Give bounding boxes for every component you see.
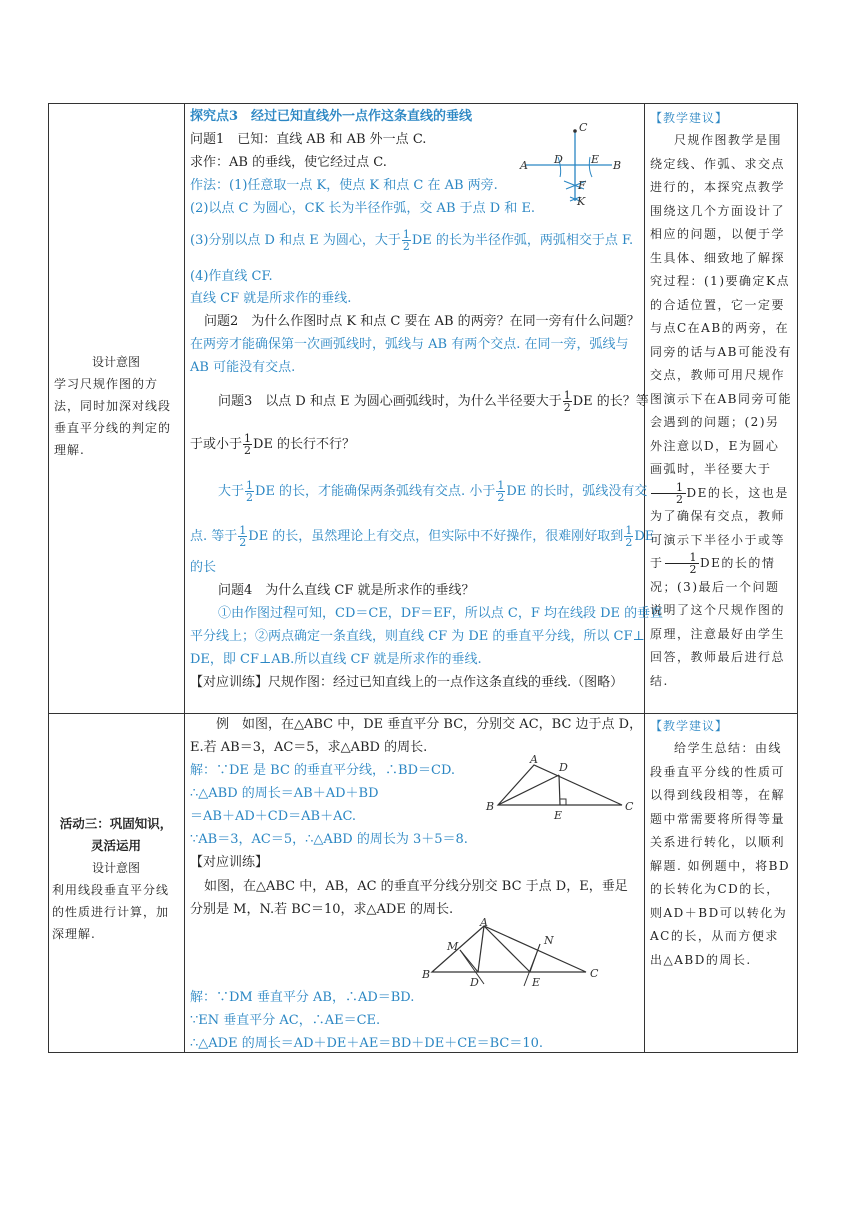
fig3-label-D: D (470, 976, 479, 989)
step4: (4)作直线 CF. (190, 269, 273, 284)
q2-answer2: AB 可能没有交点. (190, 360, 296, 375)
teaching-advice-cell-2 (650, 715, 792, 1051)
design-intent-cell-1 (54, 351, 178, 461)
fraction-half: $\frac{1}{2}$ (625, 524, 633, 549)
a3-line2: 点. 等于 $\frac{1}{2}$ DE 的长，虽然理论上有交点，但实际中不好操作，很难刚好取到 $\frac{1}{2}$ DE (190, 524, 655, 549)
practice-line1: 如图，在△ABC 中，AB，AC 的垂直平分线分别交 BC 于点 D，E，垂足 (204, 879, 628, 894)
lesson-table (48, 103, 798, 1053)
fraction-half: $\frac{1}{2}$ (651, 482, 686, 505)
design-intent-text: 学习尺规作图的方法，同时加深对线段垂直平分线的判定的理解. (54, 377, 172, 457)
solution-line4: ∵AB＝3，AC＝5，∴△ABD 的周长为 3＋5＝8. (190, 832, 468, 847)
table-border-top (48, 103, 798, 104)
solution-line2: ∴△ABD 的周长＝AB＋AD＋BD (190, 786, 379, 801)
advice-text: 尺规作图教学是围绕定线、作弧、求交点进行的，本探究点教学围绕这几个方面设计了相应的问题，以便于学生具体、细致地了解探究过程：(1)要确定K点的合适位置，它一定要与点C在AB的两旁，在同旁的话与AB可能没有交点，教师可用尺规作图演示下在AB同旁可能会遇到的问题；(2)另外注意以D，E为圆心画弧时，半径要大于 $\frac{1}{2}$ DE的长，这也是为了确保有交点，教师可演示下半径小于或等于 $\frac{1}{2}$ DE的长的情况；(3)最后一个问题说明了这个尺规作图的原理，注意最好由学生回答，教师最后进行总结. (650, 133, 792, 688)
q2-answer1: 在两旁才能确保第一次画弧线时，弧线与 AB 有两个交点. 在同一旁，弧线与 (190, 337, 629, 352)
fig3-label-B: B (422, 968, 431, 981)
fig3-label-N: N (544, 934, 554, 947)
activity-title-1: 活动三：巩固知识， (59, 816, 173, 831)
activity-cell (52, 813, 180, 945)
a4-line3: DE，即 CF⊥AB.所以直线 CF 就是所求作的垂线. (190, 652, 482, 667)
table-border-right (797, 103, 798, 1053)
label-D: D (554, 153, 563, 166)
fig3-label-E: E (532, 976, 541, 989)
practice-line2: 分别是 M，N.若 BC＝10，求△ADE 的周长. (190, 902, 454, 917)
advice-text-2: 给学生总结：由线段垂直平分线的性质可以得到线段相等，在解题中常需要将所得等量关系进行转化，以顺利解题. 如例题中，将BD的长转化为CD的长，则AD＋BD可以转化为AC的长，从而方便求出△ABD的周长. (650, 741, 791, 967)
solution-line1: 解：∵DE 是 BC 的垂直平分线，∴BD＝CD. (190, 763, 456, 778)
fraction-half: $\frac{1}{2}$ (239, 524, 247, 549)
q4: 问题4 为什么直线 CF 就是所求作的垂线？ (218, 583, 475, 598)
col-divider-2 (644, 103, 645, 1053)
fig2-label-A: A (530, 753, 538, 766)
fig3-label-C: C (590, 967, 599, 980)
main-content-cell-2 (190, 715, 642, 1051)
q1-line1: 问题1 已知：直线 AB 和 AB 外一点 C. (190, 132, 427, 147)
col-divider-1 (184, 103, 185, 1053)
fig2-label-B: B (486, 800, 495, 813)
design-intent-heading: 设计意图 (91, 355, 140, 369)
label-F: F (578, 179, 586, 192)
practice-solution3: ∴△ADE 的周长＝AD＋DE＋AE＝BD＋DE＋CE＝BC＝10. (190, 1036, 544, 1051)
practice-solution1: 解：∵DM 垂直平分 AB，∴AD＝BD. (190, 990, 415, 1005)
practice-label: 【对应训练】 (190, 855, 269, 870)
fig3-label-A: A (480, 916, 488, 929)
main-content-cell-1 (190, 107, 664, 711)
label-B: B (613, 159, 622, 172)
step3: (3)分别以点 D 和点 E 为圆心，大于 $\frac{1}{2}$ DE 的长为半径作弧，两弧相交于点 F. (190, 228, 634, 253)
practice-1: 【对应训练】尺规作图：经过已知直线上的一点作这条直线的垂线.（图略） (190, 675, 624, 690)
fraction-half: $\frac{1}{2}$ (402, 228, 410, 253)
q2-line1: 问题2 为什么作图时点 K 和点 C 要在 AB 的两旁？在同一旁有什么问题？ (204, 314, 640, 329)
a4-line2: 平分线上；②两点确定一条直线，则直线 CF 为 DE 的垂直平分线，所以 CF⊥ (190, 629, 645, 644)
label-A: A (520, 159, 528, 172)
row-divider (48, 713, 798, 714)
fig2-label-E: E (554, 809, 563, 822)
label-C: C (579, 121, 588, 134)
fig2-label-D: D (559, 761, 568, 774)
step2: (2)以点 C 为圆心，CK 长为半径作弧，交 AB 于点 D 和 E. (190, 201, 536, 216)
table-border-left (48, 103, 49, 1053)
section-title: 探究点3 经过已知直线外一点作这条直线的垂线 (190, 109, 473, 124)
fig3-label-M: M (447, 940, 459, 953)
label-K: K (577, 195, 586, 208)
advice-heading-2: 【教学建议】 (650, 719, 729, 733)
q1-line2: 求作：AB 的垂线，使它经过点 C. (190, 155, 387, 170)
practice-solution2: ∵EN 垂直平分 AC，∴AE＝CE. (190, 1013, 381, 1028)
activity-title-2: 灵活运用 (90, 838, 141, 853)
design-intent-heading-2: 设计意图 (91, 861, 140, 875)
example-figure (482, 753, 642, 833)
fig2-label-C: C (625, 800, 634, 813)
fraction-half: $\frac{1}{2}$ (563, 389, 571, 414)
q3-line2: 于或小于 $\frac{1}{2}$ DE 的长行不行？ (190, 432, 356, 457)
fraction-half: $\frac{1}{2}$ (665, 552, 700, 575)
a4-line1: ①由作图过程可知，CD＝CE，DF＝EF，所以点 C，F 均在线段 DE 的垂直 (218, 606, 664, 621)
advice-heading: 【教学建议】 (650, 111, 729, 125)
teaching-advice-cell-1 (650, 107, 792, 711)
solution-line3: ＝AB＋AD＋CD＝AB＋AC. (190, 809, 357, 824)
a3-line3: 的长 (190, 560, 217, 575)
fraction-half: $\frac{1}{2}$ (497, 479, 505, 504)
construction-figure (520, 117, 620, 207)
design-intent-text-2: 利用线段垂直平分线的性质进行计算，加深理解. (52, 883, 170, 941)
example-line1: 例 如图，在△ABC 中，DE 垂直平分 BC，分别交 AC，BC 边于点 D， (216, 717, 643, 732)
a3-line1: 大于 $\frac{1}{2}$ DE 的长，才能确保两条弧线有交点. 小于 $\frac{1}{2}$ DE 的长时，弧线没有交 (218, 479, 648, 504)
fraction-half: $\frac{1}{2}$ (244, 432, 252, 457)
step1: 作法：(1)任意取一点 K，使点 K 和点 C 在 AB 两旁. (190, 178, 498, 193)
q3-line1: 问题3 以点 D 和点 E 为圆心画弧线时，为什么半径要大于 $\frac{1}{2}$ DE 的长？等 (218, 389, 649, 414)
step5: 直线 CF 就是所求作的垂线. (190, 291, 352, 306)
label-E: E (591, 153, 600, 166)
fraction-half: $\frac{1}{2}$ (246, 479, 254, 504)
practice-figure (420, 916, 640, 990)
example-line2: E.若 AB＝3，AC＝5，求△ABD 的周长. (190, 740, 428, 755)
